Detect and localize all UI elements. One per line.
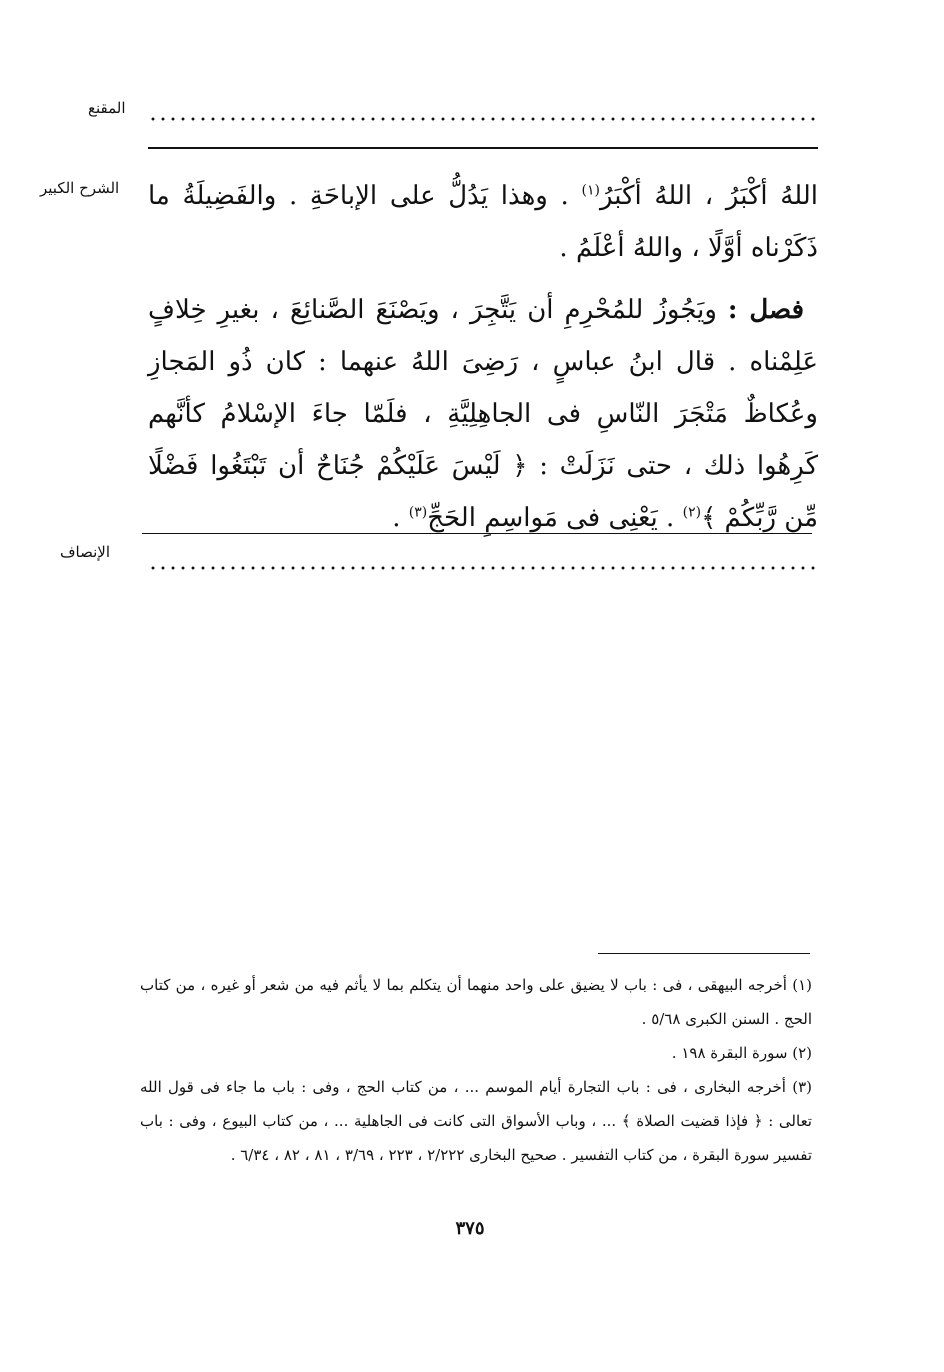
footnote-2: (٢) سورة البقرة ١٩٨ .: [671, 1044, 812, 1062]
para2-text-b: . يَعْنِى فى مَواسِمِ الحَجِّ: [427, 503, 683, 533]
dotted-line-bottom: [148, 566, 818, 570]
footnote-ref-3: (٣): [408, 504, 428, 521]
footnote-ref-2: (٢): [682, 504, 702, 521]
paragraph-2: [148, 284, 818, 544]
footnotes: [140, 968, 812, 1172]
label-insaf: الإنصاف: [60, 543, 111, 561]
label-sharh-kabir: الشرح الكبير: [40, 179, 120, 197]
paragraph-1: [148, 170, 818, 274]
footnote-3: (٣) أخرجه البخارى ، فى : باب التجارة أيام الموسم ... ، من كتاب الحج ، وفى : باب ما جاء فى قول الله تعالى : ﴿ فإذا قضيت الصلاة ﴾ ... ، وباب الأسواق التى كانت فى الجاهلية ... ، من كتاب البيوع ، وفى : باب تفسير سورة البقرة ، من كتاب التفسير . صحيح البخارى ٢/٢٢٢ ، ٢٢٣ ، ٣/٦٩ ، ٨١ ، ٨٢ ، ٦/٣٤ .: [140, 1078, 812, 1164]
top-rule: [148, 147, 818, 149]
section-heading-fasl: فصل :: [727, 295, 804, 325]
para2-text-c: .: [392, 503, 409, 533]
dotted-line-top: [148, 117, 818, 121]
para1-text-b: . وهذا يَدُلُّ على الإباحَةِ . والفَضِيلَةُ ما ذَكَرْناه أوَّلًا ، واللهُ أعْلَمُ .: [148, 181, 818, 263]
para1-text-a: اللهُ أكْبَرُ ، اللهُ أكْبَرُ: [599, 181, 819, 211]
middle-rule: [142, 533, 812, 534]
para2-text-a: ويَجُوزُ للمُحْرِمِ أن يَتَّجِرَ ، ويَصْنَعَ الصَّنائِعَ ، بغيرِ خِلافٍ عَلِمْناه . قال ابنُ عباسٍ ، رَضِىَ اللهُ عنهما : كان ذُو المَجازِ وعُكاظٌ مَتْجَرَ النّاسِ فى الجاهِلِيَّةِ ، فلَمّا جاءَ الإسْلامُ كأنَّهم كَرِهُوا ذلك ، حتى نَزَلَتْ : ﴿ لَيْسَ عَلَيْكُمْ جُنَاحٌ أن تَبْتَغُوا فَضْلًا مِّن رَّبِّكُمْ ﴾: [148, 295, 818, 533]
label-muqni: المقنع: [88, 99, 126, 117]
footnote-ref-1: (١): [581, 182, 600, 199]
page-number: ٣٧٥: [455, 1218, 485, 1239]
footnote-1: (١) أخرجه البيهقى ، فى : باب لا يضيق على واحد منهما أن يتكلم بما لا يأثم فيه من شعر أو غيره ، من كتاب الحج . السنن الكبرى ٥/٦٨ .: [140, 976, 812, 1028]
footnote-separator: [598, 953, 810, 954]
main-text: [148, 170, 818, 544]
